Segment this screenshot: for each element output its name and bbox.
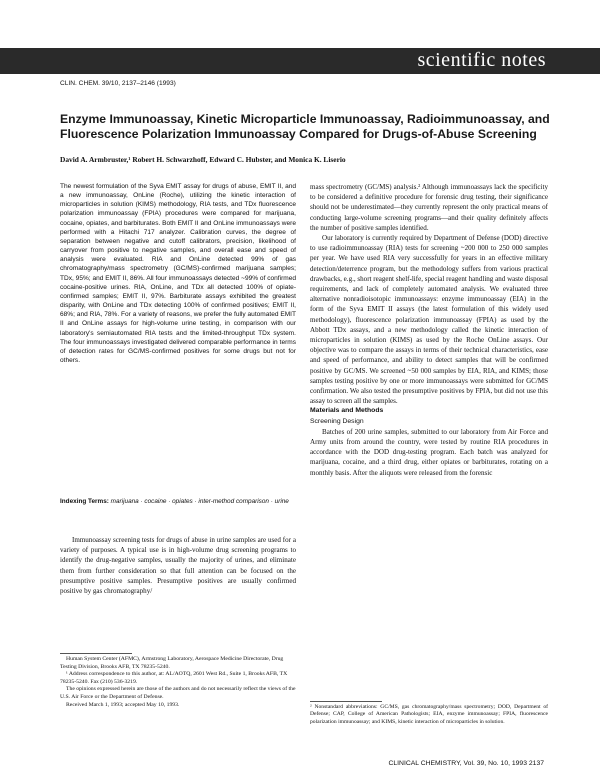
affiliation-note: Human System Center (AFMC), Armstrong Laboratory, Aerospace Medicine Directorate, Drug Testing Division, Brooks AFB, TX 78235-5240. [60,656,284,670]
section-banner [0,48,600,74]
body-paragraph-3: Batches of 200 urine samples, submitted to our laboratory from Air Force and Army units from around the country, were tested by routine RIA procedures in accordance with the DOD drug-testing program. Each batch was analyzed for marijuana, cocaine, and a third drug, either opiates or barbiturates, rotating on a monthly basis. After the aliquots were released from the forensic [310,427,548,477]
indexing-terms-label: Indexing Terms: [60,498,109,505]
section-heading: Materials and Methods [310,407,384,415]
indexing-terms [60,497,296,506]
correspondence-note: ¹ Address correspondence to this author, at: AL/AOTQ, 2601 West Rd., Suite 1, Brooks AFB, TX 78235-5240. Fax (210) 536-3219. [60,671,288,685]
abstract: The newest formulation of the Syva EMIT assay for drugs of abuse, EMIT II, and a new immunoassay, OnLine (Roche), utilizing the kinetic interaction of microparticles in solution (KIMS) methodology, RIA tests, and TDx fluorescence polarization immunoassay (FPIA) procedures were compared for marijuana, cocaine, opiates, and barbiturates. Both EMIT II and OnLine immunoassays were performed with a Hitachi 717 analyzer. Calibration curves, the degree of separation between negative and cutoff calibrators, precision, likelihood of carryover from positive to negative samples, and overall ease and speed of analysis were evaluated. RIA and OnLine detected 99% of gas chromatography/mass spectrometry (GC/MS)-confirmed marijuana samples; TDx, 95%; and EMIT II, 86%. All four immunoassays detected ~99% of confirmed cocaine-positive urines. RIA, OnLine, and TDx all detected 100% of opiate-confirmed samples; EMIT II, 97%. Barbiturate assays exhibited the greatest disparity, with OnLine and TDx detecting 100% of confirmed positives; EMIT II, 68%; and RIA, 78%. For a variety of reasons, we prefer the fully automated EMIT II and OnLine assays for high-volume urine testing, in comparison with our laboratory's semiautomated RIA tests and the limited-throughput TDx system. The four immunoassays investigated delivered comparable performance in terms of detection rates for GC/MS-confirmed positives for some drugs but not for others. [60,183,296,364]
body-paragraph-2: Our laboratory is currently required by Department of Defense (DOD) directive to use radioimmunoassay (RIA) tests for screening ~200 000 to 250 000 samples per year. We have used RIA very successfully for years in an effective military detection/deterrence program, but the methodology suffers from various practical drawbacks, e.g., short reagent shelf-life, special reagent handling and waste disposal requirements, and lack of completely automated analysis. We evaluated three alternative nonradioisotopic immunoassays: enzyme immunoassay (EIA) in the form of the Syva EMIT II assays (the latest formulation of this widely used methodology), fluorescence polarization immunoassay (FPIA) as used by the Abbott TDx assays, and a new methodology called the kinetic interaction of microparticles in solution (KIMS) as used by the Roche OnLine assays. Our objective was to compare the assays in terms of their technical characteristics, ease and speed of performance, and ability to detect samples that will be confirmed positive by GC/MS. We screened ~50 000 samples by EIA, RIA, and KIMS; those samples testing positive by one or more immunoassays were submitted for GC/MS confirmation. We also tested the presumptive positives by FPIA, but did not use this assay to screen all the samples. [310,234,548,406]
journal-citation: CLIN. CHEM. 39/10, 2137–2146 (1993) [60,80,176,87]
abbreviations-footnote: ² Nonstandard abbreviations: GC/MS, gas chromatography/mass spectrometry; DOD, Department of Defense; CAP, College of American Pathologists; EIA, enzyme immunoassay; FPIA, fluorescence polarization immunoassay; and KIMS, kinetic interaction of microparticles in solution. [310,704,548,725]
page-footer: CLINICAL CHEMISTRY, Vol. 39, No. 10, 1993 2137 [388,760,544,767]
article-title: Enzyme Immunoassay, Kinetic Microparticle Immunoassay, Radioimmunoassay, and Fluorescence Polarization Immunoassay Compared for Drugs-of-Abuse Screening [60,112,550,141]
footnote-divider-right [310,701,382,702]
section-title: scientific notes [417,49,546,71]
intro-text [60,535,296,596]
footnote-divider-left [60,653,132,654]
body-paragraph-1: mass spectrometry (GC/MS) analysis.² Although immunoassays lack the specificity to be considered a definitive procedure for forensic drug testing, their significance should not be underestimated—they currently represent the only practical means of conducting large-volume screening programs—and their quality definitely affects the number of positive samples identified. [310,183,548,232]
author-list: David A. Armbruster,¹ Robert H. Schwarzhoff, Edward C. Hubster, and Monica K. Liserio [60,155,346,164]
received-note: Received March 1, 1993; accepted May 10, 1993. [66,701,180,708]
subsection-heading: Screening Design [310,417,364,425]
right-column-text [310,182,548,478]
disclaimer-note: The opinions expressed herein are those of the authors and do not necessarily reflect the views of the U.S. Air Force or the Department of Defense. [60,686,296,700]
affiliation-notes [60,656,296,709]
intro-paragraph: Immunoassay screening tests for drugs of abuse in urine samples are used for a variety of purposes. A typical use is in high-volume drug screening programs to identify the drug-negative samples, usually the majority of urines, and eliminate them from further consideration so that full attention can be focused on the presumptive positive samples. Presumptive positives are usually confirmed positive by gas chromatography/ [60,536,296,596]
indexing-terms-items: marijuana · cocaine · opiates · inter-method comparison · urine [110,498,289,505]
